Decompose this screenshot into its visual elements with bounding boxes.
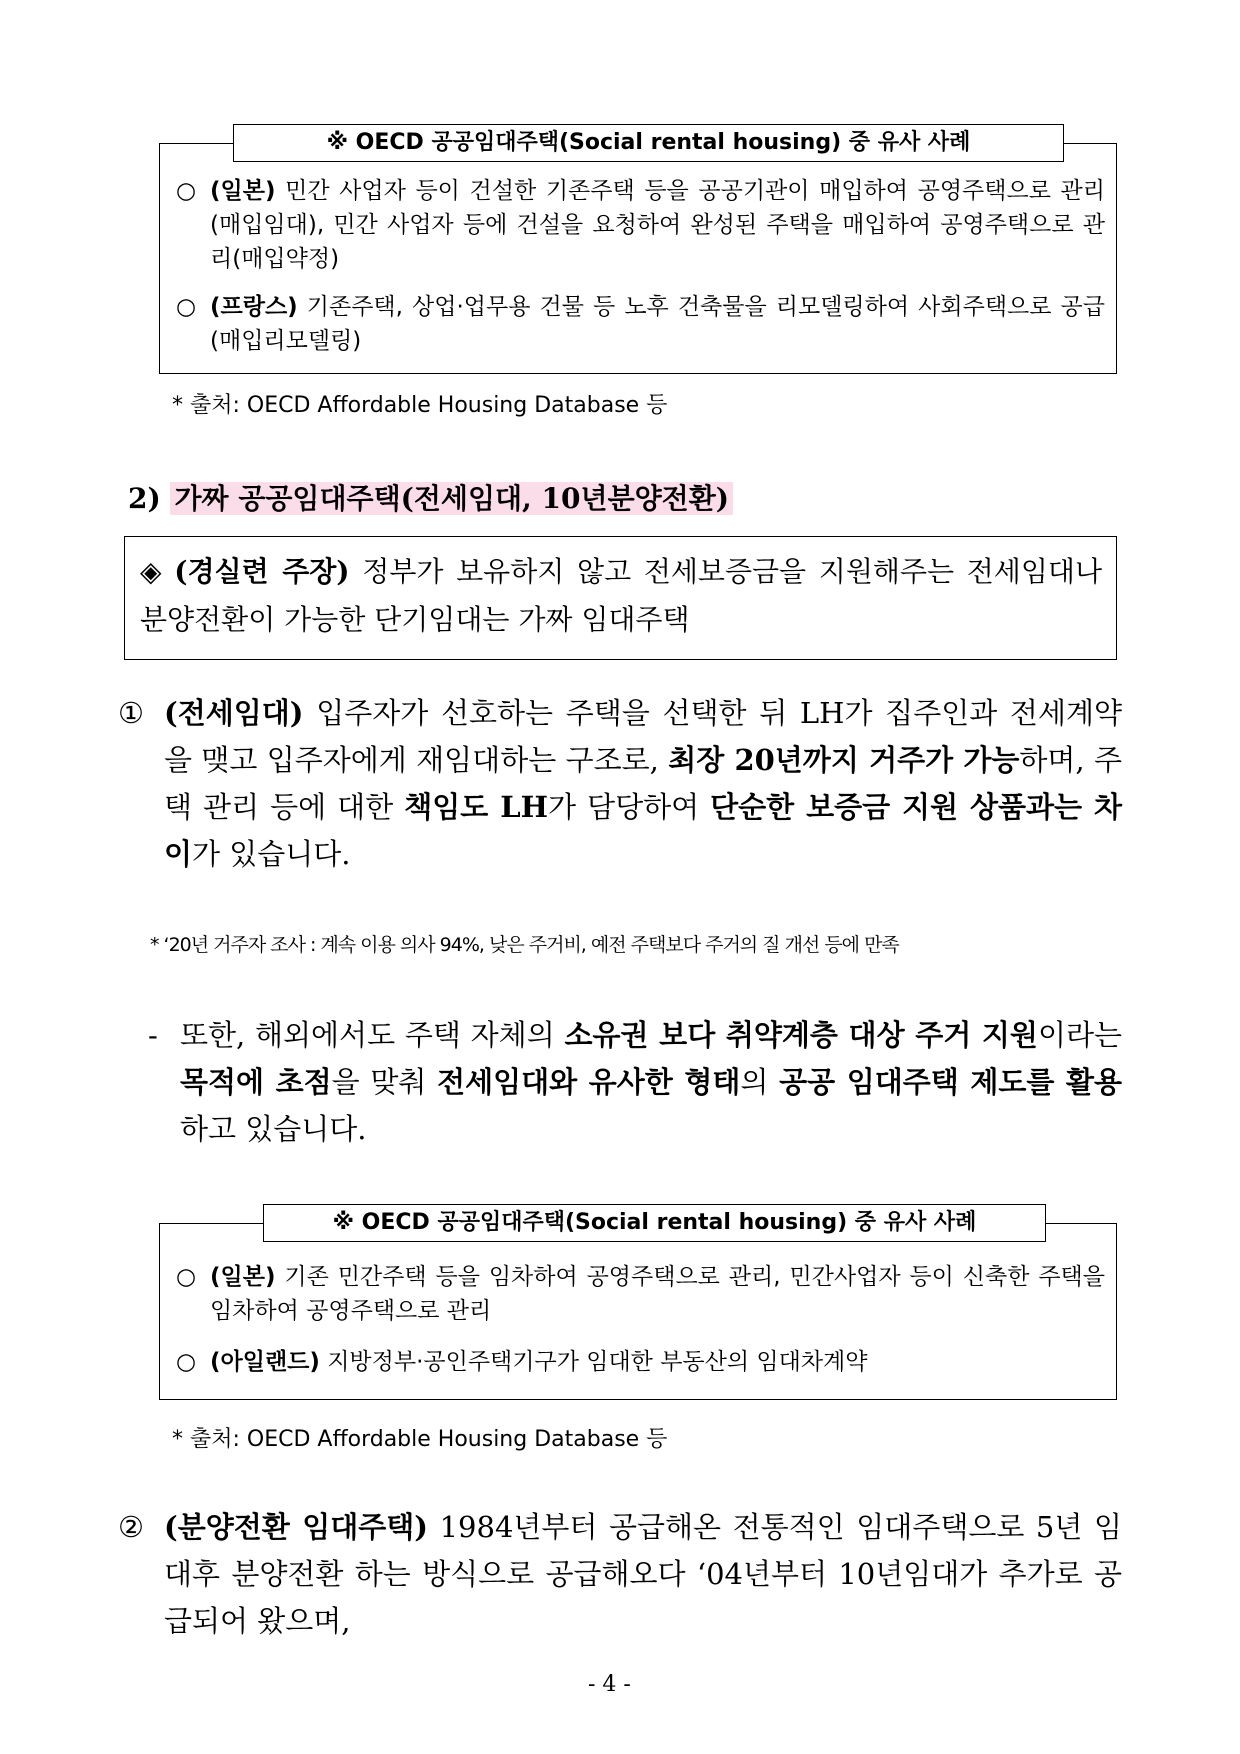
country-label: (아일랜드) [210, 1349, 320, 1375]
claim-label: (경실련 주장) [174, 555, 350, 588]
dash-marker: - [148, 1018, 158, 1052]
claim-text [140, 548, 1102, 644]
text: 가 담당하여 [548, 790, 711, 824]
emphasis: 단순한 보증금 지원 상품과는 차이 [164, 790, 1122, 871]
survey-note: * ‘20년 거주자 조사 : 계속 이용 의사 94%, 낮은 주거비, 예전 주택보다 주거의 질 개선 등에 만족 [150, 934, 899, 956]
bullet: ○ [176, 178, 197, 204]
text: 1984년부터 공급해온 전통적인 임대주택으로 5년 임대후 분양전환 하는 방식으로 공급해오다 ‘04년부터 10년임대가 추가로 공급되어 왔으며, [164, 1510, 1122, 1638]
emphasis: 최장 20년까지 거주가 가능 [668, 743, 1020, 777]
emphasis: 공공 임대주택 제도를 활용 [779, 1065, 1122, 1099]
text: 가 있습니다. [192, 837, 351, 871]
item-text: 기존 민간주택 등을 임차하여 공영주택으로 관리, 민간사업자 등이 신축한 주택을 임차하여 공영주택으로 관리 [210, 1264, 1105, 1324]
example-box-2-title: ※ OECD 공공임대주택(Social rental housing) 중 유사 사례 [263, 1204, 1046, 1242]
country-label: (프랑스) [210, 294, 298, 320]
example-box-1-item-france [176, 290, 1105, 358]
bullet: ○ [176, 1349, 197, 1375]
example-box-2-item-japan [176, 1260, 1105, 1328]
emphasis: 소유권 보다 취약계층 대상 주거 지원 [564, 1018, 1038, 1052]
diamond-icon: ◈ [140, 555, 162, 588]
section-title: 가짜 공공임대주택(전세임대, 10년분양전환) [170, 482, 733, 515]
text: 입주자가 선호하는 주택을 선택한 뒤 LH가 집주인과 전세계약을 맺고 입주자에게 재임대하는 구조로, [164, 696, 1122, 777]
text: 의 [740, 1065, 780, 1099]
emphasis: 전세임대와 유사한 형태 [437, 1065, 741, 1099]
section-number: 2) [128, 482, 161, 515]
example-box-1-item-japan [176, 174, 1105, 276]
country-label: (일본) [210, 178, 276, 204]
term-jeonse: (전세임대) [164, 696, 304, 730]
bullet: ○ [176, 294, 197, 320]
source-note-2: * 출처: OECD Affordable Housing Database 등 [172, 1427, 668, 1452]
claim-body: 정부가 보유하지 않고 전세보증금을 지원해주는 전세임대나 분양전환이 가능한 단기임대는 가짜 임대주택 [140, 555, 1102, 636]
paragraph-overseas [148, 1012, 1122, 1153]
country-label: (일본) [210, 1264, 276, 1290]
circled-number-1: ① [118, 696, 144, 730]
page-number: - 4 - [588, 1672, 631, 1697]
item-text: 민간 사업자 등이 건설한 기존주택 등을 공공기관이 매입하여 공영주택으로 관리(매입임대), 민간 사업자 등에 건설을 요청하여 완성된 주택을 매입하여 공영주택으로 관리(매입약정) [210, 178, 1105, 272]
text: 하고 있습니다. [180, 1112, 367, 1146]
source-note-1: * 출처: OECD Affordable Housing Database 등 [172, 393, 668, 418]
bullet: ○ [176, 1264, 197, 1290]
circled-number-2: ② [118, 1510, 144, 1544]
paragraph-jeonse [118, 690, 1122, 878]
text: 이라는 [1037, 1018, 1122, 1052]
emphasis: 책임도 LH [404, 790, 548, 824]
section-heading [128, 477, 733, 517]
term-sale-conversion: (분양전환 임대주택) [164, 1510, 429, 1544]
example-box-1-title: ※ OECD 공공임대주택(Social rental housing) 중 유사 사례 [233, 124, 1064, 162]
text: 또한, 해외에서도 주택 자체의 [180, 1018, 565, 1052]
item-text: 지방정부·공인주택기구가 임대한 부동산의 임대차계약 [319, 1349, 868, 1375]
emphasis: 목적에 초점 [180, 1065, 332, 1099]
text: 을 맞춰 [331, 1065, 438, 1099]
text: 하며, 주택 관리 등에 대한 [164, 743, 1122, 824]
item-text: 기존주택, 상업·업무용 건물 등 노후 건축물을 리모델링하여 사회주택으로 공급(매입리모델링) [210, 294, 1105, 354]
example-box-2-item-ireland [176, 1345, 1105, 1379]
paragraph-sale-conversion [118, 1504, 1122, 1645]
